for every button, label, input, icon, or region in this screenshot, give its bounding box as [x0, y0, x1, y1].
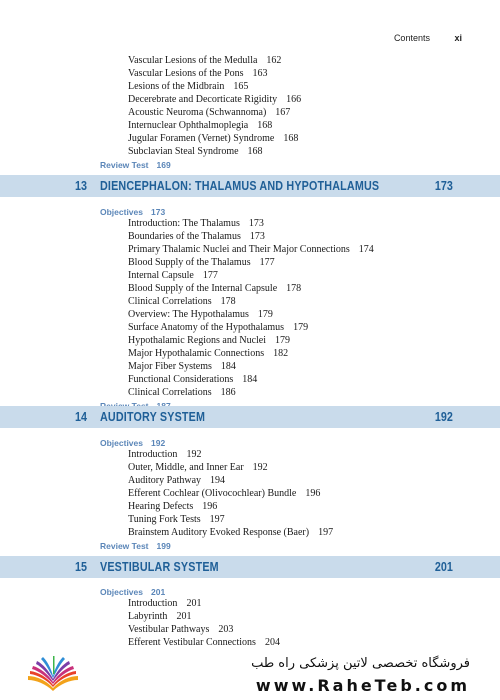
running-head-page: xi: [454, 33, 462, 43]
item-title: Lesions of the Midbrain: [128, 81, 225, 92]
item-page: 196: [305, 488, 321, 499]
objectives-link[interactable]: [100, 586, 165, 598]
chapter-13-heading[interactable]: [0, 175, 500, 197]
objectives-page: 173: [151, 207, 166, 217]
chapter-14-heading[interactable]: [0, 406, 500, 428]
item-page: 192: [186, 449, 202, 460]
item-title: Labyrinth: [128, 611, 168, 622]
objectives-link[interactable]: [100, 437, 165, 449]
item-title: Vestibular Pathways: [128, 624, 210, 635]
item-title: Internuclear Ophthalmoplegia: [128, 120, 249, 131]
item-title: Blood Supply of the Internal Capsule: [128, 283, 278, 294]
item-title: Efferent Vestibular Connections: [128, 637, 256, 648]
watermark-url: www.RaheTeb.com: [255, 676, 470, 695]
objectives-page: 201: [151, 587, 166, 597]
item-title: Major Fiber Systems: [128, 361, 212, 372]
item-title: Functional Considerations: [128, 374, 234, 385]
chapter-number: 15: [75, 560, 87, 574]
chapter-number: 13: [75, 179, 87, 193]
item-page: 201: [176, 611, 192, 622]
item-title: Jugular Foramen (Vernet) Syndrome: [128, 133, 275, 144]
item-page: 197: [318, 527, 334, 538]
item-title: Introduction: The Thalamus: [128, 218, 240, 229]
chapter-title: VESTIBULAR SYSTEM: [100, 560, 219, 574]
watermark-persian-text: فروشگاه تخصصی لاتین پزشکی راه طب: [251, 656, 470, 671]
item-page: 178: [220, 296, 236, 307]
review-page: 169: [156, 160, 171, 170]
item-page: 184: [220, 361, 236, 372]
item-title: Acoustic Neuroma (Schwannoma): [128, 107, 267, 118]
item-title: Tuning Fork Tests: [128, 514, 201, 525]
item-page: 204: [264, 637, 280, 648]
item-page: 168: [247, 146, 263, 157]
item-title: Introduction: [128, 449, 178, 460]
objectives-page: 192: [151, 438, 166, 448]
objectives-label: Objectives: [100, 438, 143, 448]
review-label: Review Test: [100, 160, 149, 170]
item-page: 194: [210, 475, 226, 486]
item-title: Surface Anatomy of the Hypothalamus: [128, 322, 285, 333]
item-title: Brainstem Auditory Evoked Response (Baer): [128, 527, 310, 538]
item-page: 166: [286, 94, 302, 105]
item-page: 178: [286, 283, 302, 294]
item-page: 163: [252, 68, 268, 79]
item-title: Primary Thalamic Nuclei and Their Major Connections: [128, 244, 350, 255]
item-page: 173: [249, 231, 265, 242]
chapter-15-heading[interactable]: [0, 556, 500, 578]
running-head-label: Contents: [393, 33, 430, 43]
objectives-link[interactable]: [100, 206, 165, 218]
item-title: Auditory Pathway: [128, 475, 202, 486]
running-head: [394, 33, 462, 43]
item-title: Decerebrate and Decorticate Rigidity: [128, 94, 278, 105]
chapter-page: 201: [435, 560, 453, 574]
item-page: 179: [293, 322, 309, 333]
item-page: 201: [186, 598, 202, 609]
chapter-number: 14: [75, 410, 87, 424]
item-title: Blood Supply of the Thalamus: [128, 257, 251, 268]
item-title: Outer, Middle, and Inner Ear: [128, 462, 244, 473]
chapter-page: 173: [435, 179, 453, 193]
item-title: Boundaries of the Thalamus: [128, 231, 241, 242]
review-test-link[interactable]: [100, 159, 171, 171]
item-page: 182: [273, 348, 289, 359]
item-title: Vascular Lesions of the Medulla: [128, 55, 258, 66]
item-page: 173: [248, 218, 264, 229]
item-page: 168: [257, 120, 273, 131]
item-title: Subclavian Steal Syndrome: [128, 146, 239, 157]
item-page: 162: [266, 55, 282, 66]
review-page: 199: [156, 541, 171, 551]
item-page: 179: [275, 335, 291, 346]
objectives-label: Objectives: [100, 207, 143, 217]
item-page: 165: [233, 81, 249, 92]
item-title: Overview: The Hypothalamus: [128, 309, 249, 320]
item-page: 177: [259, 257, 275, 268]
open-book-logo-icon: [26, 654, 80, 692]
chapter-title: DIENCEPHALON: THALAMUS AND HYPOTHALAMUS: [100, 179, 380, 193]
item-page: 168: [283, 133, 299, 144]
item-title: Major Hypothalamic Connections: [128, 348, 265, 359]
item-page: 196: [202, 501, 218, 512]
item-page: 179: [257, 309, 273, 320]
objectives-label: Objectives: [100, 587, 143, 597]
chapter-title: AUDITORY SYSTEM: [100, 410, 206, 424]
item-title: Hypothalamic Regions and Nuclei: [128, 335, 267, 346]
item-title: Efferent Cochlear (Olivocochlear) Bundle: [128, 488, 297, 499]
item-title: Introduction: [128, 598, 178, 609]
item-page: 174: [358, 244, 374, 255]
item-page: 186: [220, 387, 236, 398]
item-title: Clinical Correlations: [128, 296, 212, 307]
review-label: Review Test: [100, 541, 149, 551]
chapter-page: 192: [435, 410, 453, 424]
item-page: 177: [202, 270, 218, 281]
item-title: Vascular Lesions of the Pons: [128, 68, 244, 79]
item-page: 192: [252, 462, 268, 473]
item-title: Hearing Defects: [128, 501, 194, 512]
item-title: Internal Capsule: [128, 270, 194, 281]
review-test-link[interactable]: [100, 540, 171, 552]
item-page: 167: [275, 107, 291, 118]
item-page: 197: [209, 514, 225, 525]
item-title: Clinical Correlations: [128, 387, 212, 398]
item-page: 184: [242, 374, 258, 385]
item-page: 203: [218, 624, 234, 635]
watermark-banner: [0, 648, 500, 700]
